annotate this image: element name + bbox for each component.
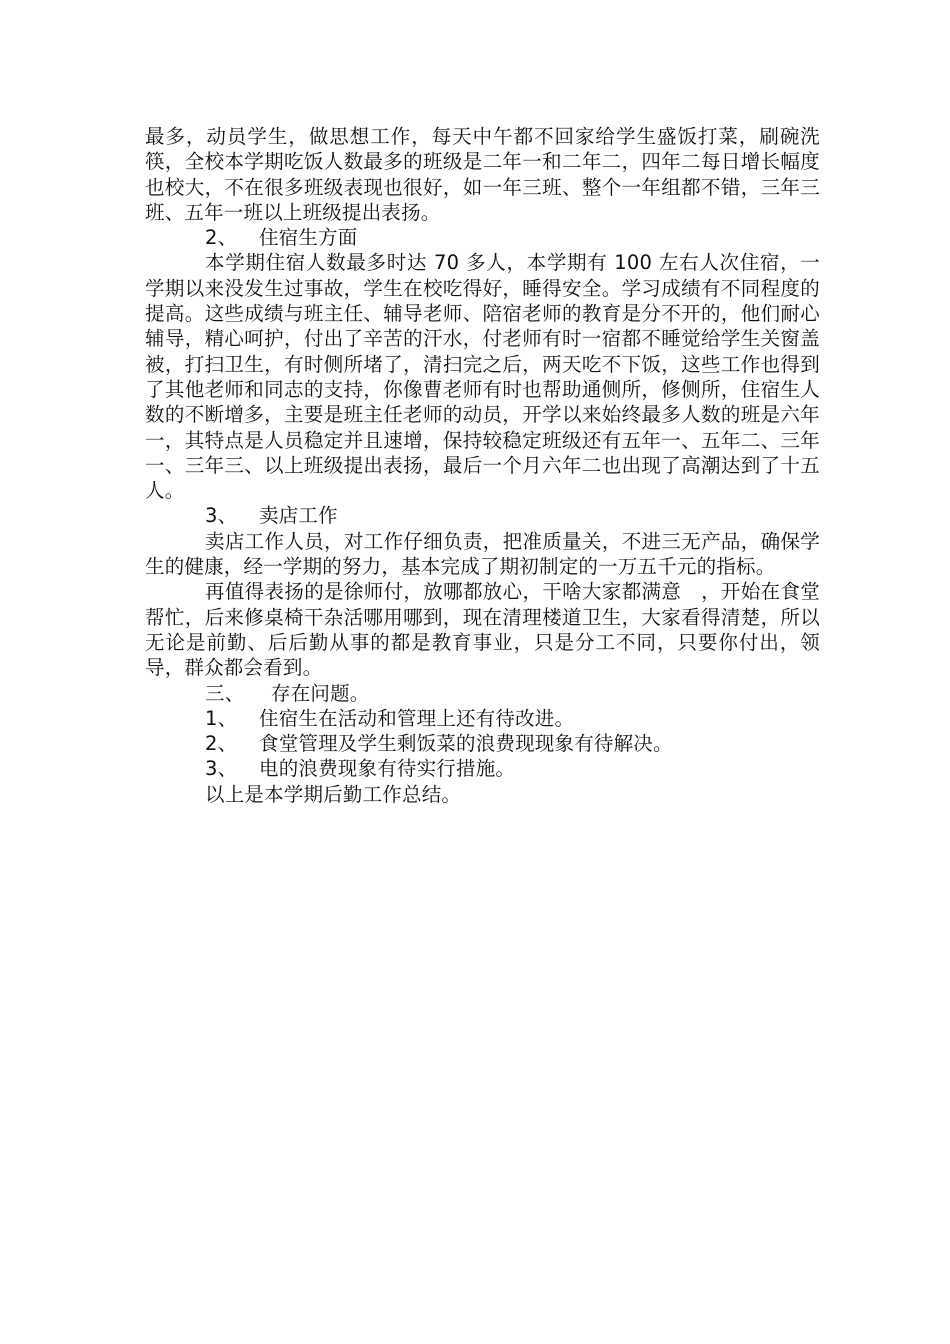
list-item-number: 3、 <box>205 757 238 781</box>
heading-dormitory <box>145 225 820 250</box>
list-item-issue-1 <box>145 706 820 731</box>
paragraph-store: 卖店工作人员，对工作仔细负责，把准质量关，不进三无产品，确保学生的健康，经一学期的努力，基本完成了期初制定的一万五千元的指标。 <box>145 529 820 579</box>
heading-number: 2、 <box>205 226 238 250</box>
heading-issues <box>145 681 820 706</box>
list-item-number: 1、 <box>205 706 238 730</box>
heading-number: 三、 <box>205 681 245 705</box>
list-item-number: 2、 <box>205 732 238 756</box>
list-item-issue-2 <box>145 731 820 756</box>
heading-text: 卖店工作 <box>259 504 338 528</box>
paragraph-intro: 最多，动员学生，做思想工作，每天中午都不回家给学生盛饭打菜，刷碗洗筷，全校本学期吃饭人数最多的班级是二年一和二年二，四年二每日增长幅度也校大，不在很多班级表现也很好，如一年三班、整个一年组都不错，三年三班、五年一班以上班级提出表扬。 <box>145 125 820 224</box>
heading-number: 3、 <box>205 504 238 528</box>
heading-text: 住宿生方面 <box>259 226 358 250</box>
list-item-issue-3 <box>145 756 820 781</box>
list-item-text: 住宿生在活动和管理上还有待改进。 <box>259 706 575 730</box>
heading-text: 存在问题。 <box>271 681 370 705</box>
paragraph-praise: 再值得表扬的是徐师付，放哪都放心，干啥大家都满意 ，开始在食堂帮忙，后来修桌椅干杂活哪用哪到，现在清理楼道卫生，大家看得清楚，所以无论是前勤、后后勤从事的都是教育事业，只是分工不同，只要你付出，领导，群众都会看到。 <box>145 580 820 680</box>
document-body <box>145 124 820 807</box>
list-item-text: 电的浪费现象有待实行措施。 <box>259 757 516 781</box>
list-item-text: 食堂管理及学生剩饭菜的浪费现现象有待解决。 <box>259 732 673 756</box>
paragraph-closing: 以上是本学期后勤工作总结。 <box>205 782 462 806</box>
paragraph-dormitory: 本学期住宿人数最多时达 70 多人，本学期有 100 左右人次住宿，一学期以来没发生过事故，学生在校吃得好，睡得安全。学习成绩有不同程度的提高。这些成绩与班主任、辅导老师、陪宿老师的教育是分不开的，他们耐心辅导，精心呵护，付出了辛苦的汗水，付老师有时一宿都不睡觉给学生关窗盖被，打扫卫生，有时侧所堵了，清扫完之后，两天吃不下饭，这些工作也得到了其他老师和同志的支持，你像曹老师有时也帮助通侧所，修侧所，住宿生人数的不断增多，主要是班主任老师的动员，开学以来始终最多人数的班是六年一，其特点是人员稳定并且速增，保持较稳定班级还有五年一、五年二、三年一、三年三、以上班级提出表扬，最后一个月六年二也出现了高潮达到了十五人。 <box>145 251 820 503</box>
heading-store <box>145 503 820 528</box>
